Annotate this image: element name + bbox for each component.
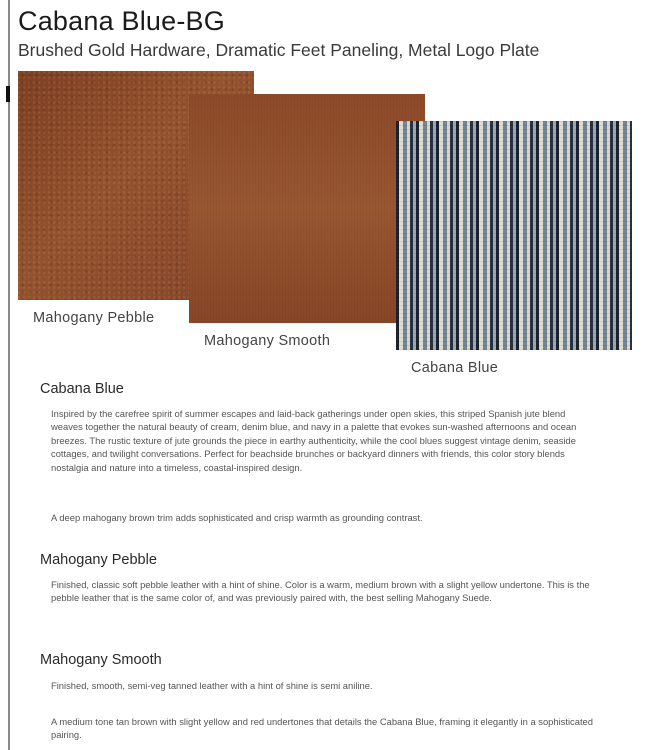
cabana-blue-description: Inspired by the carefree spirit of summer escapes and laid-back gatherings under open skies, this striped Spanish jute blend weaves together the natural beauty of cream, denim blue, and navy in a palette that evokes sun-washed afternoons and ocean breezes. The rustic texture of jute grounds the piece in earthy authenticity, while the cool blues suggest vintage denim, seaside cottages, and twilight conversations. Perfect for beachside brunches or backyard dinners with friends, this color story blends nostalgia and nature into a timeless, coastal-inspired design. bbox=[51, 408, 577, 473]
section-heading-mahogany-smooth: Mahogany Smooth bbox=[40, 652, 162, 668]
section-heading-mahogany-pebble: Mahogany Pebble bbox=[40, 552, 157, 568]
mahogany-smooth-description: Finished, smooth, semi-veg tanned leather with a hint of shine is semi aniline. bbox=[51, 680, 373, 691]
cabana-blue-trim-note: A deep mahogany brown trim adds sophisticated and crisp warmth as grounding contrast. bbox=[51, 512, 423, 523]
cabana-blue-swatch-label: Cabana Blue bbox=[411, 360, 499, 376]
page-subtitle: Brushed Gold Hardware, Dramatic Feet Paneling, Metal Logo Plate bbox=[18, 40, 540, 60]
cabana-blue-swatch-image bbox=[396, 121, 632, 350]
mahogany-pebble-swatch-label: Mahogany Pebble bbox=[33, 310, 155, 326]
page-edge-marker bbox=[6, 86, 10, 102]
mahogany-pebble-description: Finished, classic soft pebble leather with a hint of shine. Color is a warm, medium brown with a slight yellow undertone. This is the pebble leather that is the same color of, and was previously paired with, the best selling Mahogany Suede. bbox=[51, 579, 590, 604]
mahogany-smooth-swatch-label: Mahogany Smooth bbox=[204, 333, 331, 349]
mahogany-smooth-color-note: A medium tone tan brown with slight yellow and red undertones that details the Cabana Blue, framing it elegantly in a sophisticated pairing. bbox=[51, 716, 593, 741]
mahogany-smooth-swatch-image bbox=[189, 94, 425, 323]
page-title: Cabana Blue-BG bbox=[18, 6, 225, 36]
section-heading-cabana-blue: Cabana Blue bbox=[40, 381, 124, 397]
page-left-border bbox=[8, 0, 10, 750]
